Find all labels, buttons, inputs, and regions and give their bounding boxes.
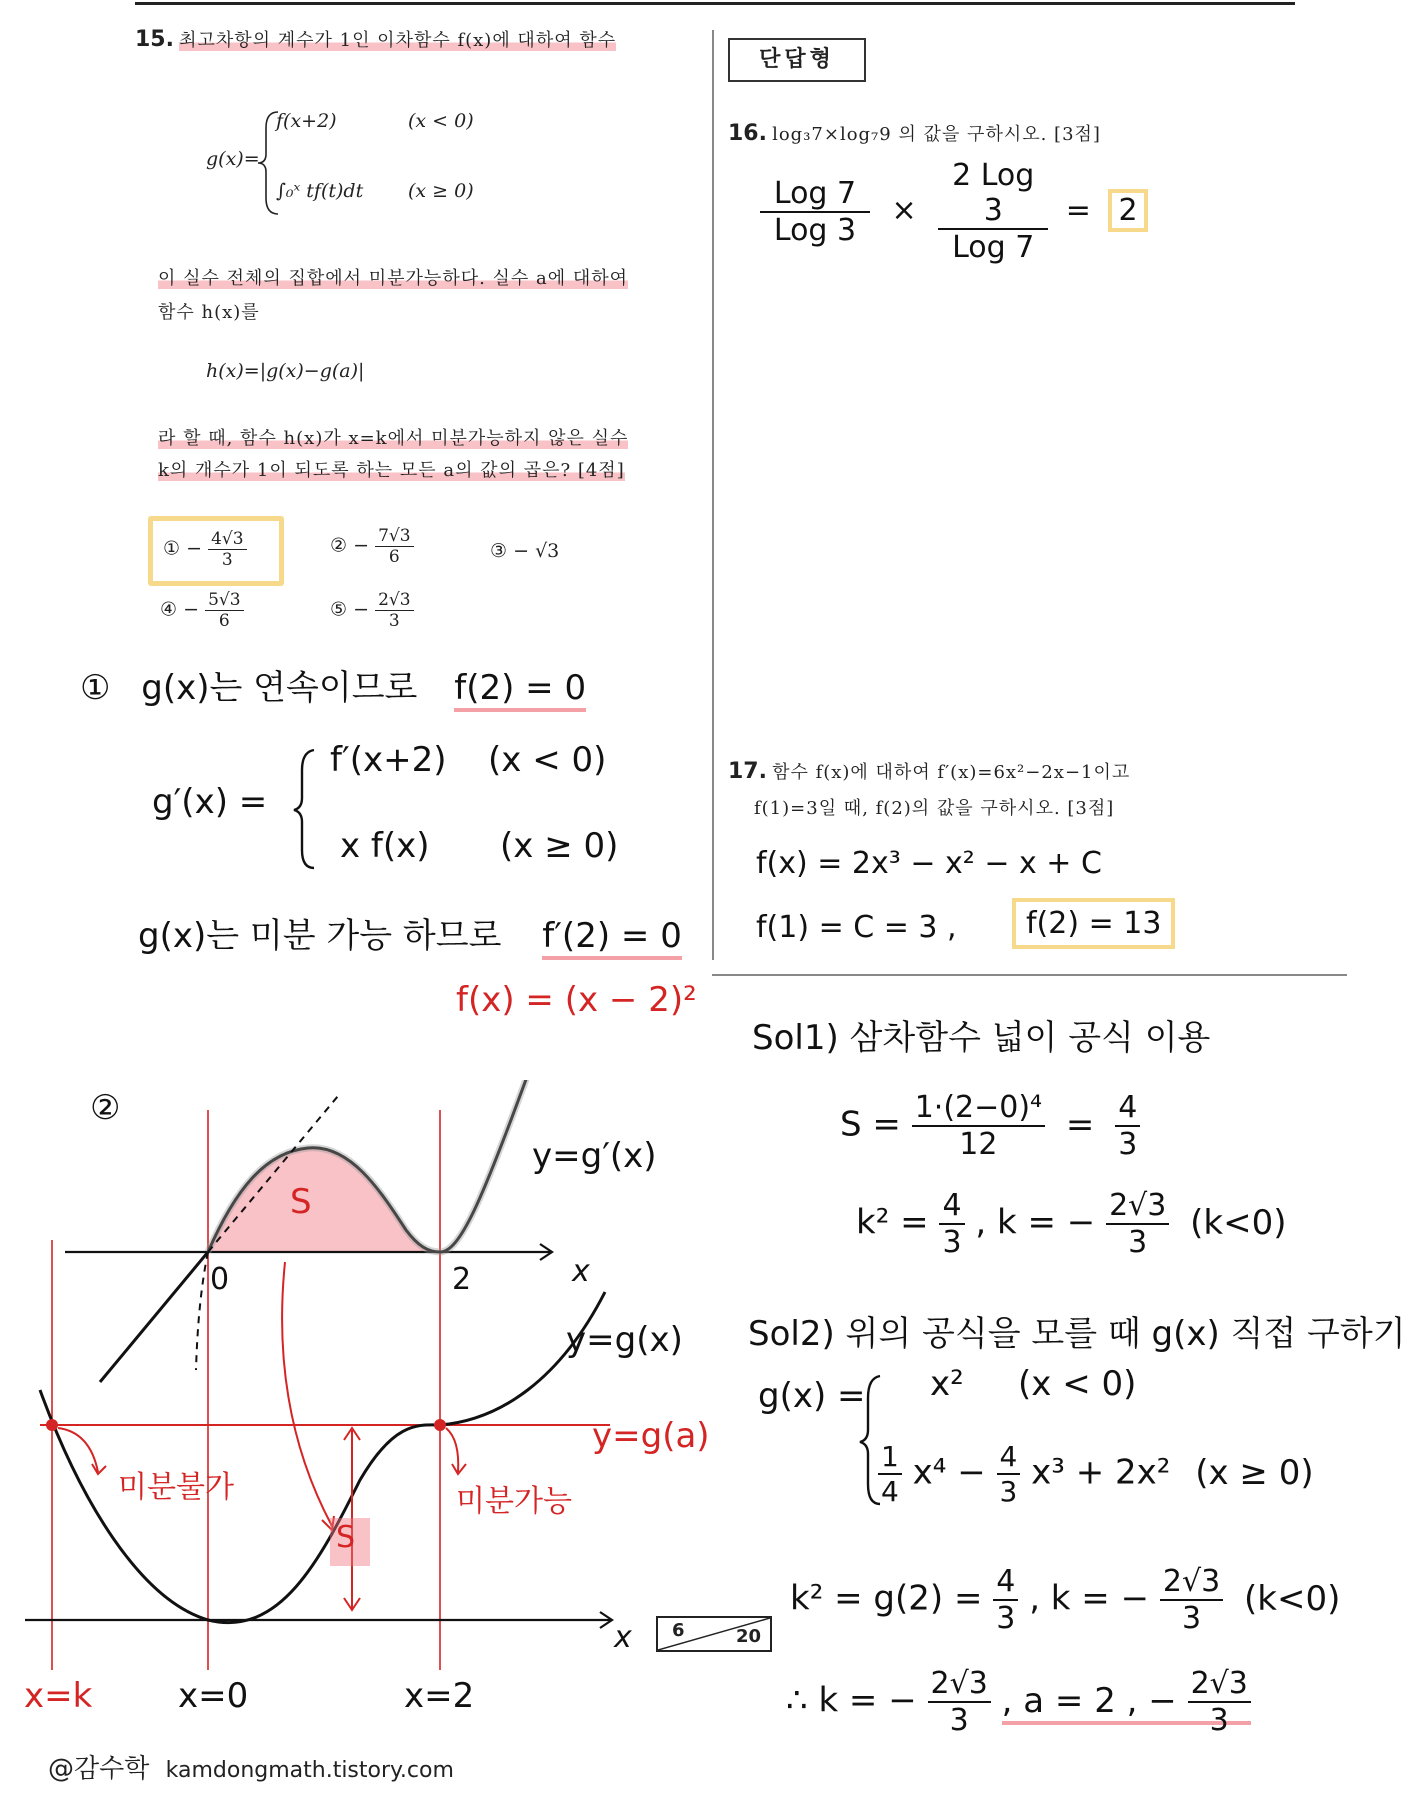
choice-1-frac xyxy=(208,529,246,570)
sol2-c-num: 4 xyxy=(997,1440,1021,1475)
g-case2-expr: ∫₀ˣ tf(t)dt xyxy=(276,180,364,202)
tick-2: 2 xyxy=(452,1262,472,1297)
final-k-num: 2√3 xyxy=(928,1666,991,1703)
choice-2-frac xyxy=(375,526,413,567)
q16-answer: 2 xyxy=(1108,189,1147,232)
arrow-s xyxy=(282,1262,332,1526)
sol1-k-frac xyxy=(1106,1188,1169,1260)
choice-2[interactable] xyxy=(330,526,414,567)
label-gprime: y=g′(x) xyxy=(532,1136,657,1176)
choice-1-sign: − xyxy=(186,537,203,560)
choice-5-sign: − xyxy=(353,598,370,621)
sol15-step1b-result: f′(2) = 0 xyxy=(542,916,682,960)
q15-number: 15. xyxy=(135,27,174,52)
choice-4-den: 6 xyxy=(218,611,230,631)
choice-3[interactable] xyxy=(490,540,559,562)
sol1-s-val-den: 3 xyxy=(1118,1127,1138,1162)
page-current: 6 xyxy=(672,1620,685,1641)
sol1-k-num: 2√3 xyxy=(1106,1188,1169,1225)
sol1-k-label: , k = − xyxy=(975,1202,1096,1243)
sol2-k2-frac xyxy=(993,1564,1018,1636)
choice-1-num: 4√3 xyxy=(208,529,246,550)
axis-x-label-lower: x xyxy=(614,1620,632,1655)
sol2-case2-b: x⁴ − xyxy=(912,1452,986,1493)
choice-2-num: 7√3 xyxy=(375,526,413,547)
sol1-s-frac xyxy=(912,1090,1045,1162)
q15-line3a xyxy=(158,424,698,450)
choice-2-mark: ② xyxy=(330,534,348,557)
gprime-case1: f′(x+2) xyxy=(330,740,447,780)
choice-2-den: 6 xyxy=(388,547,400,567)
q17-work1: f(x) = 2x³ − x² − x + C xyxy=(756,846,1102,881)
sol15-step1-text: g(x)는 연속이므로 xyxy=(141,668,418,708)
final-a-den: 3 xyxy=(1209,1703,1229,1738)
q15-line3b xyxy=(158,456,698,482)
g-case1-cond: (x < 0) xyxy=(408,110,474,132)
choice-1-den: 3 xyxy=(221,550,233,570)
page-total: 20 xyxy=(736,1626,762,1647)
sol2-k2-den: 3 xyxy=(996,1601,1016,1636)
label-x0: x=0 xyxy=(178,1676,249,1716)
sol2-case1: x² xyxy=(930,1364,964,1404)
label-s-area: S xyxy=(290,1182,312,1222)
sol2-title: Sol2) 위의 공식을 모를 때 g(x) 직접 구하기 xyxy=(748,1314,1406,1354)
choice-3-mark: ③ xyxy=(490,540,508,562)
sol1-s-eq xyxy=(840,1090,1140,1162)
final-k-frac xyxy=(928,1666,991,1738)
fx-result: f(x) = (x − 2)² xyxy=(456,980,697,1020)
choice-4[interactable] xyxy=(160,590,244,631)
q15-line2b: 함수 h(x)를 xyxy=(158,302,260,323)
choice-5-num: 2√3 xyxy=(375,590,413,611)
q16-frac2 xyxy=(938,158,1048,265)
gprime-case2: x f(x) xyxy=(340,826,430,866)
brace-gprime xyxy=(290,746,320,872)
q16-text: log₃7×log₇9 의 값을 구하시오. [3점] xyxy=(772,124,1101,145)
gprime-label: g′(x) = xyxy=(152,782,268,822)
q16-times: × xyxy=(891,193,917,228)
credit-site[interactable]: kamdongmath.tistory.com xyxy=(165,1758,454,1783)
sol1-k2-num: 4 xyxy=(939,1188,964,1225)
sol2-case2-c xyxy=(997,1440,1021,1508)
q17-answer: f(2) = 13 xyxy=(1012,898,1175,949)
sol15-step1-result: f(2) = 0 xyxy=(454,668,586,712)
sol2-cond1: (x < 0) xyxy=(1018,1364,1137,1404)
choice-5-frac xyxy=(375,590,413,631)
choice-5[interactable] xyxy=(330,590,414,631)
sol1-k-den: 3 xyxy=(1128,1225,1148,1260)
sol1-s-label: S = xyxy=(840,1104,901,1145)
choice-5-mark: ⑤ xyxy=(330,598,348,621)
sol2-case2-d: x³ + 2x² xyxy=(1031,1452,1171,1493)
choice-3-value: √3 xyxy=(535,540,560,562)
sol2-k2-label: k² = g(2) = xyxy=(790,1578,983,1619)
final-therefore: ∴ k = − xyxy=(786,1680,917,1721)
sol1-s-eq2: = xyxy=(1065,1104,1095,1145)
choice-1-mark: ① xyxy=(163,537,181,560)
credit xyxy=(48,1748,454,1785)
q17-text1: 함수 f(x)에 대하여 f′(x)=6x²−2x−1이고 xyxy=(772,762,1131,783)
q16-num1: Log 7 xyxy=(760,176,870,213)
sol2-k-label: , k = − xyxy=(1029,1578,1150,1619)
q16-eq: = xyxy=(1065,193,1091,228)
label-s-box: S xyxy=(336,1520,356,1555)
final-a: , a = 2 , − xyxy=(1001,1680,1177,1721)
short-answer-tag: 단답형 xyxy=(728,38,866,82)
sol1-title: Sol1) 삼차함수 넓이 공식 이용 xyxy=(752,1018,1211,1058)
sol1-k2-frac xyxy=(939,1188,964,1260)
sol1-s-val xyxy=(1115,1090,1140,1162)
sol2-a-den: 4 xyxy=(881,1475,899,1508)
final-a-num: 2√3 xyxy=(1188,1666,1251,1703)
choice-3-sign: − xyxy=(513,540,530,562)
q17-work2: f(1) = C = 3 , xyxy=(756,910,957,945)
final-a-frac xyxy=(1188,1666,1251,1738)
q17-number: 17. xyxy=(728,759,767,784)
q16-den2: Log 7 xyxy=(952,230,1035,265)
q17-text2: f(1)=3일 때, f(2)의 값을 구하시오. [3점] xyxy=(754,798,1115,819)
page-indicator xyxy=(656,1616,772,1652)
sol2-k-num: 2√3 xyxy=(1160,1564,1223,1601)
q16-num2: 2 Log 3 xyxy=(938,158,1048,230)
sol15-step1 xyxy=(80,660,586,709)
sol2-a-num: 1 xyxy=(878,1440,902,1475)
q16-work xyxy=(760,158,1148,265)
final-answer xyxy=(786,1666,1251,1738)
label-diff: 미분가능 xyxy=(456,1484,572,1519)
label-xk: x=k xyxy=(24,1676,93,1716)
label-not-diff: 미분불가 xyxy=(118,1470,234,1505)
sol1-k-line xyxy=(856,1188,1287,1260)
q15-header xyxy=(135,26,695,52)
sol2-k-frac xyxy=(1160,1564,1223,1636)
sol2-cond2: (x ≥ 0) xyxy=(1195,1452,1314,1493)
q15-line2a-text: 이 실수 전체의 집합에서 미분가능하다. 실수 a에 대하여 xyxy=(158,268,629,289)
choice-1[interactable] xyxy=(148,516,284,586)
q15-line3b-text: k의 개수가 1이 되도록 하는 모든 a의 값의 곱은? [4점] xyxy=(158,460,625,481)
q16-header xyxy=(728,120,1101,146)
q15-intro: 최고차항의 계수가 1인 이차함수 f(x)에 대하여 함수 xyxy=(179,30,617,51)
sol2-case2 xyxy=(878,1440,1314,1508)
point-x2 xyxy=(434,1419,446,1431)
section-divider xyxy=(712,974,1347,976)
choice-4-mark: ④ xyxy=(160,598,178,621)
label-g: y=g(x) xyxy=(566,1320,683,1360)
point-xk xyxy=(46,1419,58,1431)
sol15-step1b xyxy=(138,908,682,957)
column-divider xyxy=(712,30,714,960)
final-k-den: 3 xyxy=(949,1703,969,1738)
sol1-k2-label: k² = xyxy=(856,1202,929,1243)
final-a-group xyxy=(1001,1666,1251,1738)
q16-frac1 xyxy=(760,176,870,248)
choice-2-sign: − xyxy=(353,534,370,557)
sol1-s-val-num: 4 xyxy=(1115,1090,1140,1127)
sol2-g-label: g(x) = xyxy=(758,1376,866,1416)
sol15-step1-mark: ① xyxy=(80,668,111,708)
sol1-s-num: 1·(2−0)⁴ xyxy=(912,1090,1045,1127)
h-def: h(x)=|g(x)−g(a)| xyxy=(206,360,365,382)
sol2-k-cond: (k<0) xyxy=(1244,1578,1341,1619)
choice-4-sign: − xyxy=(183,598,200,621)
axis-x-label-upper: x xyxy=(572,1254,590,1289)
q15-line2a xyxy=(158,264,698,290)
sol15-step1b-text: g(x)는 미분 가능 하므로 xyxy=(138,916,502,956)
sol2-case2-a xyxy=(878,1440,902,1508)
g-case2-cond: (x ≥ 0) xyxy=(408,180,474,202)
sol1-k2-den: 3 xyxy=(942,1225,962,1260)
q17-header xyxy=(728,758,1198,784)
lower-dashed xyxy=(196,1252,208,1370)
sol2-c-den: 3 xyxy=(999,1475,1018,1508)
choice-4-frac xyxy=(205,590,243,631)
curve-g xyxy=(40,1292,605,1623)
credit-handle: @감수학 xyxy=(48,1754,150,1784)
label-x2: x=2 xyxy=(404,1676,475,1716)
tick-0: 0 xyxy=(210,1262,230,1297)
sol2-k2-num: 4 xyxy=(993,1564,1018,1601)
q15-line3a-text: 라 할 때, 함수 h(x)가 x=k에서 미분가능하지 않은 실수 xyxy=(158,428,629,449)
area-s xyxy=(208,1148,440,1252)
g-case1-expr: f(x+2) xyxy=(276,110,337,132)
gprime-cond1: (x < 0) xyxy=(488,740,607,780)
choice-5-den: 3 xyxy=(388,611,400,631)
q16-number: 16. xyxy=(728,121,767,146)
sol2-k-line xyxy=(790,1564,1340,1636)
sol15-step2-mark: ② xyxy=(90,1088,121,1128)
gprime-cond2: (x ≥ 0) xyxy=(500,826,619,866)
choice-4-num: 5√3 xyxy=(205,590,243,611)
sol1-k-cond: (k<0) xyxy=(1190,1202,1287,1243)
g-def-label: g(x)= xyxy=(206,148,260,170)
sol1-s-den: 12 xyxy=(959,1127,998,1162)
label-ga: y=g(a) xyxy=(592,1416,710,1456)
top-rule xyxy=(135,2,1295,5)
sol2-k-den: 3 xyxy=(1182,1601,1202,1636)
q16-den1: Log 3 xyxy=(773,212,857,248)
